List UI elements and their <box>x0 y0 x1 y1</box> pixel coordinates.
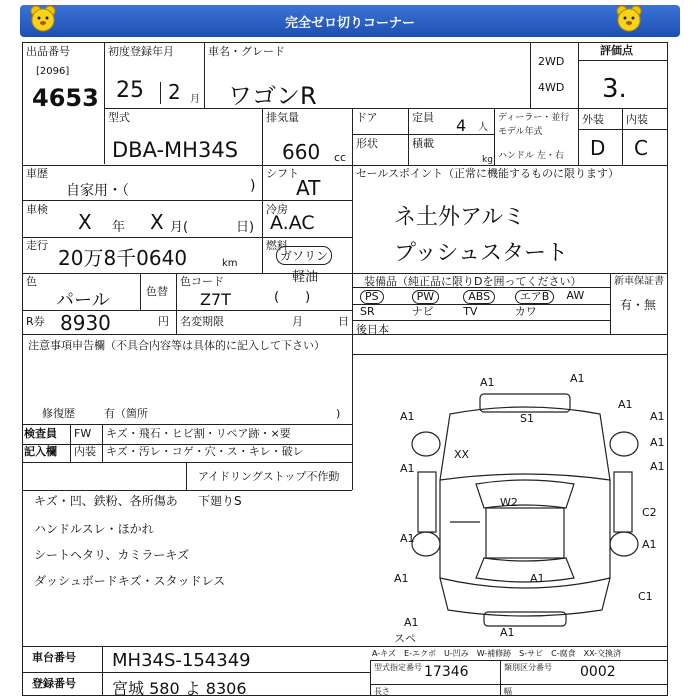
header-title: 完全ゼロ切りコーナー <box>284 16 415 31</box>
after-label: 後日本 <box>356 323 389 336</box>
score-value: 3. <box>602 74 627 104</box>
fw-items: キズ・飛石・ヒビ割・リペア跡・×要 <box>106 427 291 440</box>
damage-mark: A1 <box>618 398 633 411</box>
recycle-label: R券 <box>26 315 45 328</box>
equipment-item: PS <box>360 290 384 304</box>
equipment-grid <box>352 289 610 321</box>
damage-legend: A-キズ E-エクボ U-凹み W-補修跡 S-サビ C-腐食 XX-交換済 <box>372 649 622 658</box>
wheel-fr <box>610 432 638 456</box>
rear-window-shape <box>476 558 574 582</box>
handle-label: ハンドル 左・右 <box>498 151 564 161</box>
damage-mark: XX <box>454 448 470 461</box>
int-label: 内装 <box>626 113 648 126</box>
equipment-item: PW <box>412 290 440 304</box>
type-value: 17346 <box>424 664 469 680</box>
roof-shape <box>486 508 564 558</box>
color-change-label: 色替 <box>146 285 168 298</box>
recycle-value: 8930 <box>60 311 111 335</box>
reg-month: 2 <box>168 80 181 104</box>
inspector-entry-label: 記入欄 <box>24 445 57 458</box>
color-value: パール <box>56 290 110 311</box>
fuel-paren: ( ) <box>274 290 311 305</box>
capacity-value: 4 <box>456 116 467 135</box>
equipment-item: ナビ <box>411 305 434 318</box>
equipment-item: AW <box>566 289 585 302</box>
usage-value: 自家用・（ <box>66 183 129 199</box>
reg-label: 初度登録年月 <box>108 45 174 58</box>
damage-mark: A1 <box>570 372 585 385</box>
damage-mark: C2 <box>642 506 657 519</box>
door-label: ドア <box>356 111 378 124</box>
shift-value: AT <box>296 176 321 200</box>
capacity-label: 定員 <box>412 111 434 124</box>
fuel-label: 燃料 <box>266 239 288 252</box>
trunk-shape <box>440 578 610 616</box>
rear-bumper-shape <box>484 612 566 626</box>
reg-month-unit: 月 <box>190 94 200 105</box>
front-bumper-shape <box>480 394 570 412</box>
sales-line2: プッシュスタート <box>394 241 569 266</box>
inspection-month-mark: X <box>150 210 164 234</box>
int-grade: C <box>634 136 648 160</box>
name-change-label: 名変期限 <box>180 315 224 328</box>
lot-number: 4653 <box>32 84 99 112</box>
drive-2wd: 2WD <box>538 55 565 68</box>
width-label: 幅 <box>504 687 512 696</box>
equipment-item: ABS <box>463 290 495 304</box>
sales-label: セールスポイント（正常に機能するものに限ります） <box>356 167 620 180</box>
damage-mark: A1 <box>394 572 409 585</box>
inspection-year: 年 <box>112 220 126 235</box>
usage-label: 車歴 <box>26 167 48 180</box>
warranty-label: 新車保証書 <box>614 276 664 287</box>
dealer-label: ディーラー・並行 <box>498 113 570 123</box>
equipment-label: 装備品（純正品に限りDを囲ってください） <box>364 275 582 288</box>
chassis-value: MH34S-154349 <box>112 650 251 671</box>
reg-year: 25 <box>116 78 144 103</box>
usage-close: ) <box>250 178 256 194</box>
remark-idle-stop: アイドリングストップ不作動 <box>198 470 340 483</box>
damage-mark: W2 <box>500 496 518 509</box>
displacement-unit: cc <box>334 151 347 164</box>
model-year-label: モデル年式 <box>498 127 543 137</box>
left-door-panel <box>418 472 436 532</box>
bear-mascot-icon <box>614 4 644 34</box>
notes-label: 注意事項申告欄（不具合内容等は具体的に記入して下さい） <box>28 339 325 352</box>
wheel-rr <box>610 532 638 556</box>
shift-label: シフト <box>266 167 299 180</box>
ac-value: A.AC <box>270 212 315 234</box>
inspection-month: 月( <box>170 220 189 235</box>
wheel-fl <box>412 432 440 456</box>
color-code-value: Z7T <box>200 290 231 309</box>
ext-grade: D <box>590 136 606 160</box>
color-code-label: 色コード <box>180 275 224 288</box>
damage-mark: A1 <box>650 460 665 473</box>
regno-value: 宮城 580 よ 8306 <box>112 679 247 698</box>
displacement-label: 排気量 <box>266 111 299 124</box>
damage-mark: A1 <box>400 410 415 423</box>
inspector-label: 検査員 <box>24 427 57 440</box>
repair-value: 有（箇所 <box>104 407 148 420</box>
lot-label: 出品番号 <box>26 45 70 58</box>
damage-mark: A1 <box>530 572 545 585</box>
wheel-rl <box>412 532 440 556</box>
lot-sub: [2096] <box>36 66 70 77</box>
model-label: 型式 <box>108 111 130 124</box>
damage-mark: S1 <box>520 412 534 425</box>
mileage-unit: km <box>222 258 238 269</box>
regno-label: 登録番号 <box>32 677 76 690</box>
damage-mark: A1 <box>480 376 495 389</box>
damage-mark: A1 <box>650 436 665 449</box>
warranty-value: 有・無 <box>620 298 657 312</box>
header-bar <box>20 5 680 37</box>
remark-underbody: 下廻りS <box>198 494 242 508</box>
damage-mark: A1 <box>404 616 419 629</box>
load-unit: kg <box>482 155 493 165</box>
right-door-panel <box>614 472 632 532</box>
car-name: ワゴンR <box>228 82 317 110</box>
equipment-item: カワ <box>514 305 537 318</box>
windshield-shape <box>476 480 574 508</box>
int-insp-label: 内装 <box>74 445 96 458</box>
ac-label: 冷房 <box>266 203 288 216</box>
displacement-value: 660 <box>282 140 321 164</box>
inspection-year-mark: X <box>78 210 92 234</box>
type-label: 型式指定番号 <box>374 663 422 672</box>
load-label: 積載 <box>412 137 434 150</box>
equipment-item: TV <box>463 305 478 318</box>
int-items: キズ・汚レ・コゲ・穴・ス・キレ・破レ <box>106 445 304 458</box>
sales-line1: ネ土外アルミ <box>394 205 526 230</box>
repair-label: 修復歴 <box>42 407 75 420</box>
damage-mark: A1 <box>500 626 515 639</box>
recycle-unit: 円 <box>158 315 169 328</box>
capacity-unit: 人 <box>478 122 488 133</box>
score-label: 評価点 <box>600 44 633 57</box>
class-label: 類別区分番号 <box>504 663 552 672</box>
damage-mark: A1 <box>650 410 665 423</box>
fuel-light-oil: 軽油 <box>292 270 319 285</box>
damage-mark: C1 <box>638 590 653 603</box>
class-value: 0002 <box>580 664 616 680</box>
inspection-day: 日) <box>236 220 255 235</box>
car-label: 車名・グレード <box>208 45 285 58</box>
ext-label: 外装 <box>582 113 604 126</box>
model-value: DBA-MH34S <box>112 138 239 162</box>
remark-scratches: キズ・凹、鉄粉、各所傷あ <box>34 494 178 508</box>
name-change-month: 月 <box>292 315 303 328</box>
remark-handle: ハンドルスレ・ほかれ <box>34 522 154 536</box>
length-label: 長さ <box>374 687 390 696</box>
mileage-label: 走行 <box>26 239 48 252</box>
shape-label: 形状 <box>356 137 378 150</box>
damage-mark: A1 <box>400 462 415 475</box>
chassis-label: 車台番号 <box>32 651 76 664</box>
damage-mark: A1 <box>400 532 415 545</box>
body-sides <box>440 480 610 578</box>
color-label: 色 <box>26 275 37 288</box>
equipment-item: エアB <box>515 290 555 304</box>
remark-seat: シートヘタリ、カミラーキズ <box>34 548 190 562</box>
mileage-value: 20万8千0640 <box>58 246 188 270</box>
car-damage-diagram <box>380 372 670 642</box>
name-change-day: 日 <box>338 315 349 328</box>
inspection-label: 車検 <box>26 203 48 216</box>
fw-label: FW <box>74 427 92 440</box>
remark-dash: ダッシュボードキズ・スタッドレス <box>34 574 226 588</box>
drive-4wd: 4WD <box>538 81 565 94</box>
damage-mark: A1 <box>642 538 657 551</box>
equipment-item: SR <box>360 305 375 318</box>
fuel-gasoline: ガソリン <box>276 246 332 265</box>
repair-close: ) <box>336 407 341 420</box>
damage-mark: スペ <box>394 632 416 642</box>
bear-mascot-icon <box>28 4 58 34</box>
